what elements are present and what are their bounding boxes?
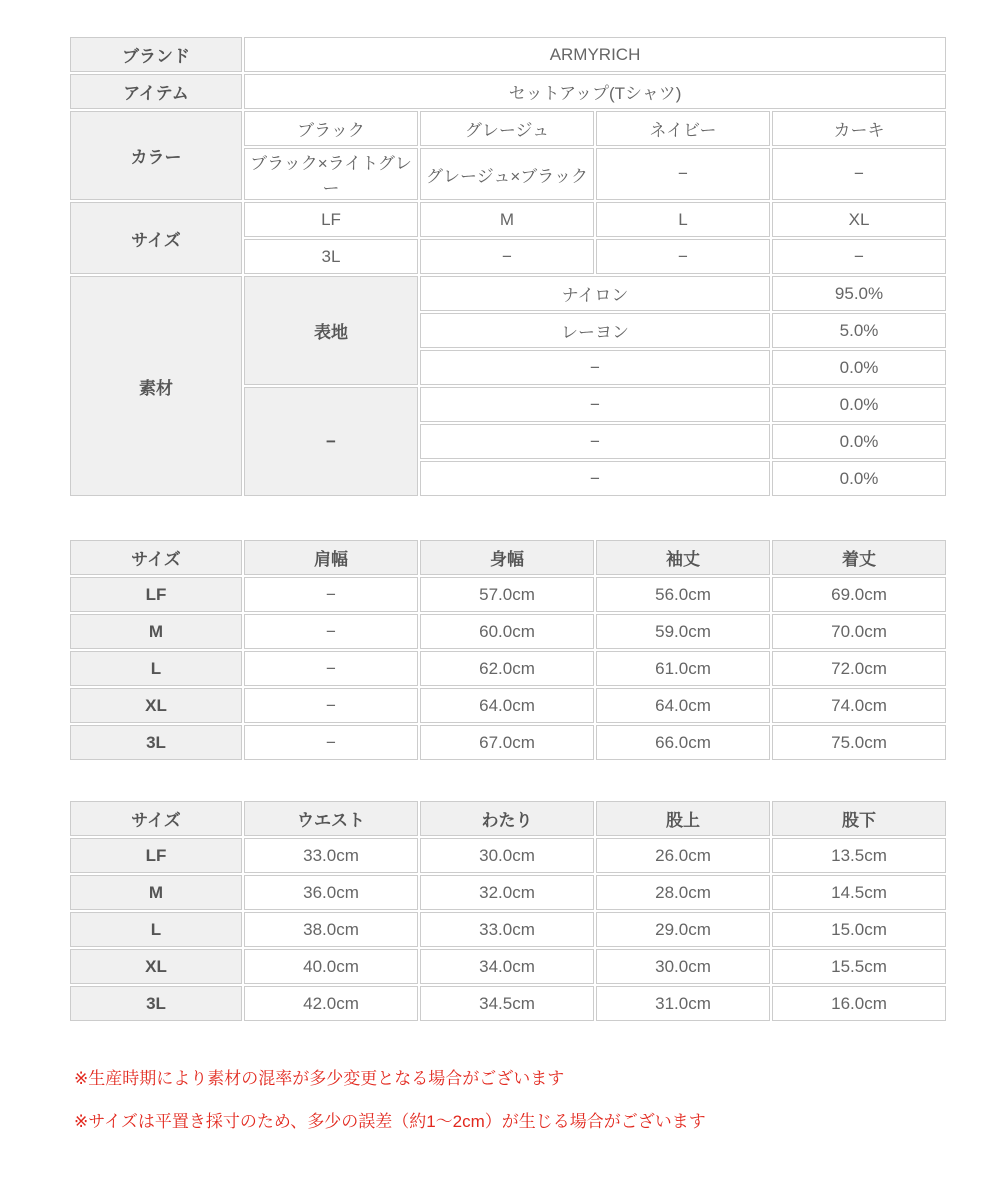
item-row [70, 74, 946, 109]
measurement-cell: − [244, 725, 418, 760]
size-chart-header-cell: 股上 [596, 801, 770, 836]
measurement-cell: 61.0cm [596, 651, 770, 686]
material-row [70, 276, 946, 311]
material-variation-note: ※生産時期により素材の混率が多少変更となる場合がございます [74, 1069, 565, 1088]
material-group-cell: − [244, 387, 418, 496]
measurement-cell: 56.0cm [596, 577, 770, 612]
material-name-cell: − [420, 424, 770, 459]
size-chart-header-cell: 身幅 [420, 540, 594, 575]
size-chart-row [70, 986, 946, 1021]
brand-value-cell: ARMYRICH [244, 37, 946, 72]
size-chart-header-cell: 肩幅 [244, 540, 418, 575]
size-option-cell: − [596, 239, 770, 274]
measurement-cell: − [244, 614, 418, 649]
measurement-cell: 70.0cm [772, 614, 946, 649]
measurement-cell: 28.0cm [596, 875, 770, 910]
size-option-cell: XL [772, 202, 946, 237]
measurement-cell: 60.0cm [420, 614, 594, 649]
measurement-cell: 64.0cm [596, 688, 770, 723]
size-option-cell: 3L [244, 239, 418, 274]
measurement-cell: 57.0cm [420, 577, 594, 612]
measurement-cell: 32.0cm [420, 875, 594, 910]
size-name-cell: L [70, 651, 242, 686]
size-chart-header-cell: サイズ [70, 540, 242, 575]
size-name-cell: 3L [70, 725, 242, 760]
measurement-cell: 66.0cm [596, 725, 770, 760]
measurement-cell: 75.0cm [772, 725, 946, 760]
top-size-chart-table [68, 538, 948, 762]
measurement-cell: 13.5cm [772, 838, 946, 873]
size-row-1 [70, 202, 946, 237]
size-name-cell: XL [70, 688, 242, 723]
material-label-cell: 素材 [70, 276, 242, 496]
size-chart-row [70, 651, 946, 686]
size-option-cell: LF [244, 202, 418, 237]
item-value-cell: セットアップ(Tシャツ) [244, 74, 946, 109]
size-name-cell: 3L [70, 986, 242, 1021]
size-chart-header-row [70, 540, 946, 575]
color-combo-cell: グレージュ×ブラック [420, 148, 594, 200]
measurement-cell: 15.0cm [772, 912, 946, 947]
size-chart-row [70, 614, 946, 649]
measurement-cell: 16.0cm [772, 986, 946, 1021]
measurement-cell: 36.0cm [244, 875, 418, 910]
size-chart-header-row [70, 801, 946, 836]
size-chart-row [70, 725, 946, 760]
size-chart-header-cell: 袖丈 [596, 540, 770, 575]
measurement-cell: 14.5cm [772, 875, 946, 910]
size-option-cell: − [772, 239, 946, 274]
material-name-cell: ナイロン [420, 276, 770, 311]
size-chart-header-cell: わたり [420, 801, 594, 836]
item-label-cell: アイテム [70, 74, 242, 109]
measurement-cell: − [244, 651, 418, 686]
measurement-cell: 34.5cm [420, 986, 594, 1021]
measurement-cell: − [244, 577, 418, 612]
size-chart-row [70, 577, 946, 612]
measurement-cell: 64.0cm [420, 688, 594, 723]
color-option-cell: カーキ [772, 111, 946, 146]
size-option-cell: M [420, 202, 594, 237]
material-name-cell: − [420, 387, 770, 422]
size-chart-row [70, 949, 946, 984]
measurement-cell: 69.0cm [772, 577, 946, 612]
measurement-cell: 38.0cm [244, 912, 418, 947]
material-percent-cell: 0.0% [772, 424, 946, 459]
color-combo-cell: − [596, 148, 770, 200]
material-percent-cell: 5.0% [772, 313, 946, 348]
size-chart-header-cell: 着丈 [772, 540, 946, 575]
material-percent-cell: 0.0% [772, 387, 946, 422]
color-combo-cell: − [772, 148, 946, 200]
bottom-size-chart-table [68, 799, 948, 1023]
size-chart-row [70, 838, 946, 873]
size-name-cell: M [70, 875, 242, 910]
measurement-cell: 42.0cm [244, 986, 418, 1021]
material-name-cell: − [420, 350, 770, 385]
size-tolerance-note: ※サイズは平置き採寸のため、多少の誤差（約1〜2cm）が生じる場合がございます [74, 1112, 706, 1132]
measurement-cell: 15.5cm [772, 949, 946, 984]
size-option-cell: L [596, 202, 770, 237]
measurement-cell: 62.0cm [420, 651, 594, 686]
material-percent-cell: 0.0% [772, 461, 946, 496]
measurement-cell: − [244, 688, 418, 723]
measurement-cell: 31.0cm [596, 986, 770, 1021]
color-row-1 [70, 111, 946, 146]
material-name-cell: − [420, 461, 770, 496]
material-percent-cell: 95.0% [772, 276, 946, 311]
measurement-cell: 26.0cm [596, 838, 770, 873]
material-percent-cell: 0.0% [772, 350, 946, 385]
product-info-table [68, 35, 948, 498]
measurement-cell: 67.0cm [420, 725, 594, 760]
material-name-cell: レーヨン [420, 313, 770, 348]
size-chart-header-cell: ウエスト [244, 801, 418, 836]
size-label-cell: サイズ [70, 202, 242, 274]
measurement-cell: 30.0cm [420, 838, 594, 873]
size-option-cell: − [420, 239, 594, 274]
measurement-cell: 29.0cm [596, 912, 770, 947]
size-chart-header-cell: 股下 [772, 801, 946, 836]
brand-row [70, 37, 946, 72]
size-name-cell: M [70, 614, 242, 649]
disclaimer-notes [68, 1068, 938, 1133]
measurement-cell: 40.0cm [244, 949, 418, 984]
color-option-cell: グレージュ [420, 111, 594, 146]
measurement-cell: 33.0cm [420, 912, 594, 947]
color-option-cell: ネイビー [596, 111, 770, 146]
color-option-cell: ブラック [244, 111, 418, 146]
color-label-cell: カラー [70, 111, 242, 200]
size-name-cell: LF [70, 577, 242, 612]
measurement-cell: 33.0cm [244, 838, 418, 873]
size-chart-header-cell: サイズ [70, 801, 242, 836]
size-chart-row [70, 688, 946, 723]
measurement-cell: 30.0cm [596, 949, 770, 984]
brand-label-cell: ブランド [70, 37, 242, 72]
size-name-cell: LF [70, 838, 242, 873]
measurement-cell: 34.0cm [420, 949, 594, 984]
size-chart-row [70, 912, 946, 947]
measurement-cell: 74.0cm [772, 688, 946, 723]
measurement-cell: 72.0cm [772, 651, 946, 686]
material-group-cell: 表地 [244, 276, 418, 385]
size-chart-row [70, 875, 946, 910]
measurement-cell: 59.0cm [596, 614, 770, 649]
size-name-cell: L [70, 912, 242, 947]
size-name-cell: XL [70, 949, 242, 984]
color-combo-cell: ブラック×ライトグレー [244, 148, 418, 200]
